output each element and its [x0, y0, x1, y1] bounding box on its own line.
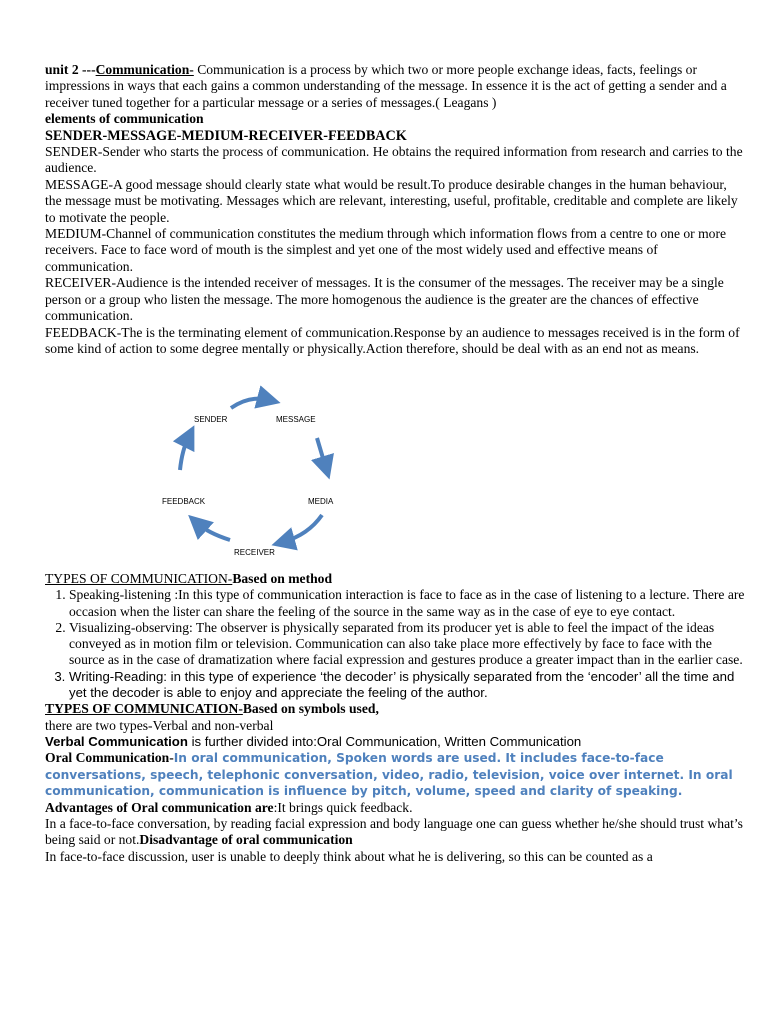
communication-heading: Communication- — [95, 62, 194, 77]
arrow-media-receiver — [283, 515, 322, 542]
diagram-label-feedback: FEEDBACK — [162, 497, 206, 506]
intro-paragraph — [45, 62, 745, 111]
types-method-list — [45, 587, 745, 701]
element-feedback: FEEDBACK-The is the terminating element of communication.Response by an audience to messages received is in the form of some kind of action to some degree mentally or physically.Action therefore, should be deal with as an end not as means. — [45, 324, 740, 356]
advantages-detail — [45, 816, 745, 849]
list-item: 2. Visualizing-observing: The observer is physically separated from its producer yet is able to feel the impact of the ideas conveyed as in motion film or television. Communication can also take place more effectively by face to face with the source as in the case of dramatization where facial expression and gestures produce a greater impact than in the earlier case. — [69, 620, 745, 669]
arrow-sender-message — [231, 399, 269, 408]
communication-cycle-diagram — [150, 385, 390, 575]
element-receiver: RECEIVER-Audience is the intended receiver of messages. It is the consumer of the messages. The receiver may be a single person or a group who listen the message. The more homogenous the audience is the greater are the chances of effective communication. — [45, 275, 724, 324]
arrow-receiver-feedback — [197, 523, 230, 540]
intro-text: Communication is a process by which two or more people exchange ideas, facts, feelings or impressions in ways that each gains a common understanding of the message. In essence it is the act of getting a sender and a receiver tuned together for a particular message or a series of messages.( Leagans ) — [45, 62, 727, 110]
two-types-line: there are two types-Verbal and non-verbal — [45, 717, 274, 733]
verbal-label: Verbal Communication — [45, 733, 188, 749]
types-symbols-heading — [45, 701, 745, 717]
document-body — [45, 62, 745, 357]
types-method-sub: Based on method — [232, 571, 333, 586]
verbal-line — [45, 734, 745, 750]
types-symbols-heading-text: TYPES OF COMMUNICATION- — [45, 701, 243, 717]
verbal-text: is further divided into:Oral Communication, Written Communication — [187, 733, 582, 749]
advantages-label: Advantages of Oral communication are — [45, 799, 274, 815]
advantages-detail-text: In a face-to-face conversation, by reading facial expression and body language one can guess whether he/she should trust what’s being said or not. — [45, 816, 743, 848]
last-line: In face-to-face discussion, user is unable to deeply think about what he is delivering, so this can be counted as a — [45, 848, 653, 864]
arrow-message-media — [317, 438, 326, 468]
oral-highlight-text: In oral communication, Spoken words are used. It includes face-to-face conversations, speech, telephonic conversation, video, radio, television, voice over internet. In oral communication, communication is influence by pitch, volume, speed and clarity of speaking. — [45, 751, 733, 799]
advantages-line — [45, 800, 745, 816]
arrow-feedback-sender — [180, 436, 189, 470]
element-medium: MEDIUM-Channel of communication constitutes the medium through which information flows from a centre to one or more receivers. Face to face word of mouth is the simplest and yet one of the most widely used and effective means of communication. — [45, 226, 727, 274]
types-symbols-sub: Based on symbols used, — [242, 701, 379, 717]
diagram-label-sender: SENDER — [194, 415, 228, 424]
list-item: 1. Speaking-listening :In this type of communication interaction is face to face as in the case of listening to a lecture. There are occasion when the lister can share the feeling of the source in the same way as in the case of eye to eye contact. — [69, 587, 745, 620]
oral-paragraph — [45, 750, 745, 800]
disadvantage-label: Disadvantage of oral communication — [139, 832, 353, 848]
oral-label: Oral Communication- — [45, 750, 174, 766]
elements-title: elements of communication — [45, 111, 204, 127]
element-sender: SENDER-Sender who starts the process of communication. He obtains the required information from research and carries to the audience. — [45, 144, 743, 176]
list-item: 3. Writing-Reading: in this type of experience ‘the decoder’ is physically separated from the ‘encoder’ all the time and yet the decoder is able to enjoy and appreciate the feeling of the author. — [69, 669, 745, 702]
diagram-label-receiver: RECEIVER — [234, 548, 275, 557]
unit-label: unit 2 --- — [45, 62, 96, 77]
types-section — [45, 571, 745, 865]
elements-chain: SENDER-MESSAGE-MEDIUM-RECEIVER-FEEDBACK — [45, 127, 407, 144]
advantages-text: :It brings quick feedback. — [273, 799, 413, 815]
cycle-arrows — [150, 385, 390, 575]
types-heading-text: TYPES OF COMMUNICATION- — [45, 571, 233, 586]
types-method-heading — [45, 571, 745, 587]
diagram-label-message: MESSAGE — [276, 415, 316, 424]
diagram-label-media: MEDIA — [308, 497, 334, 506]
element-message: MESSAGE-A good message should clearly state what would be result.To produce desirable changes in the human behaviour, the message must be motivating. Messages which are relevant, interesting, useful, profitable, creditable and complete are likely to motivate the people. — [45, 176, 738, 225]
